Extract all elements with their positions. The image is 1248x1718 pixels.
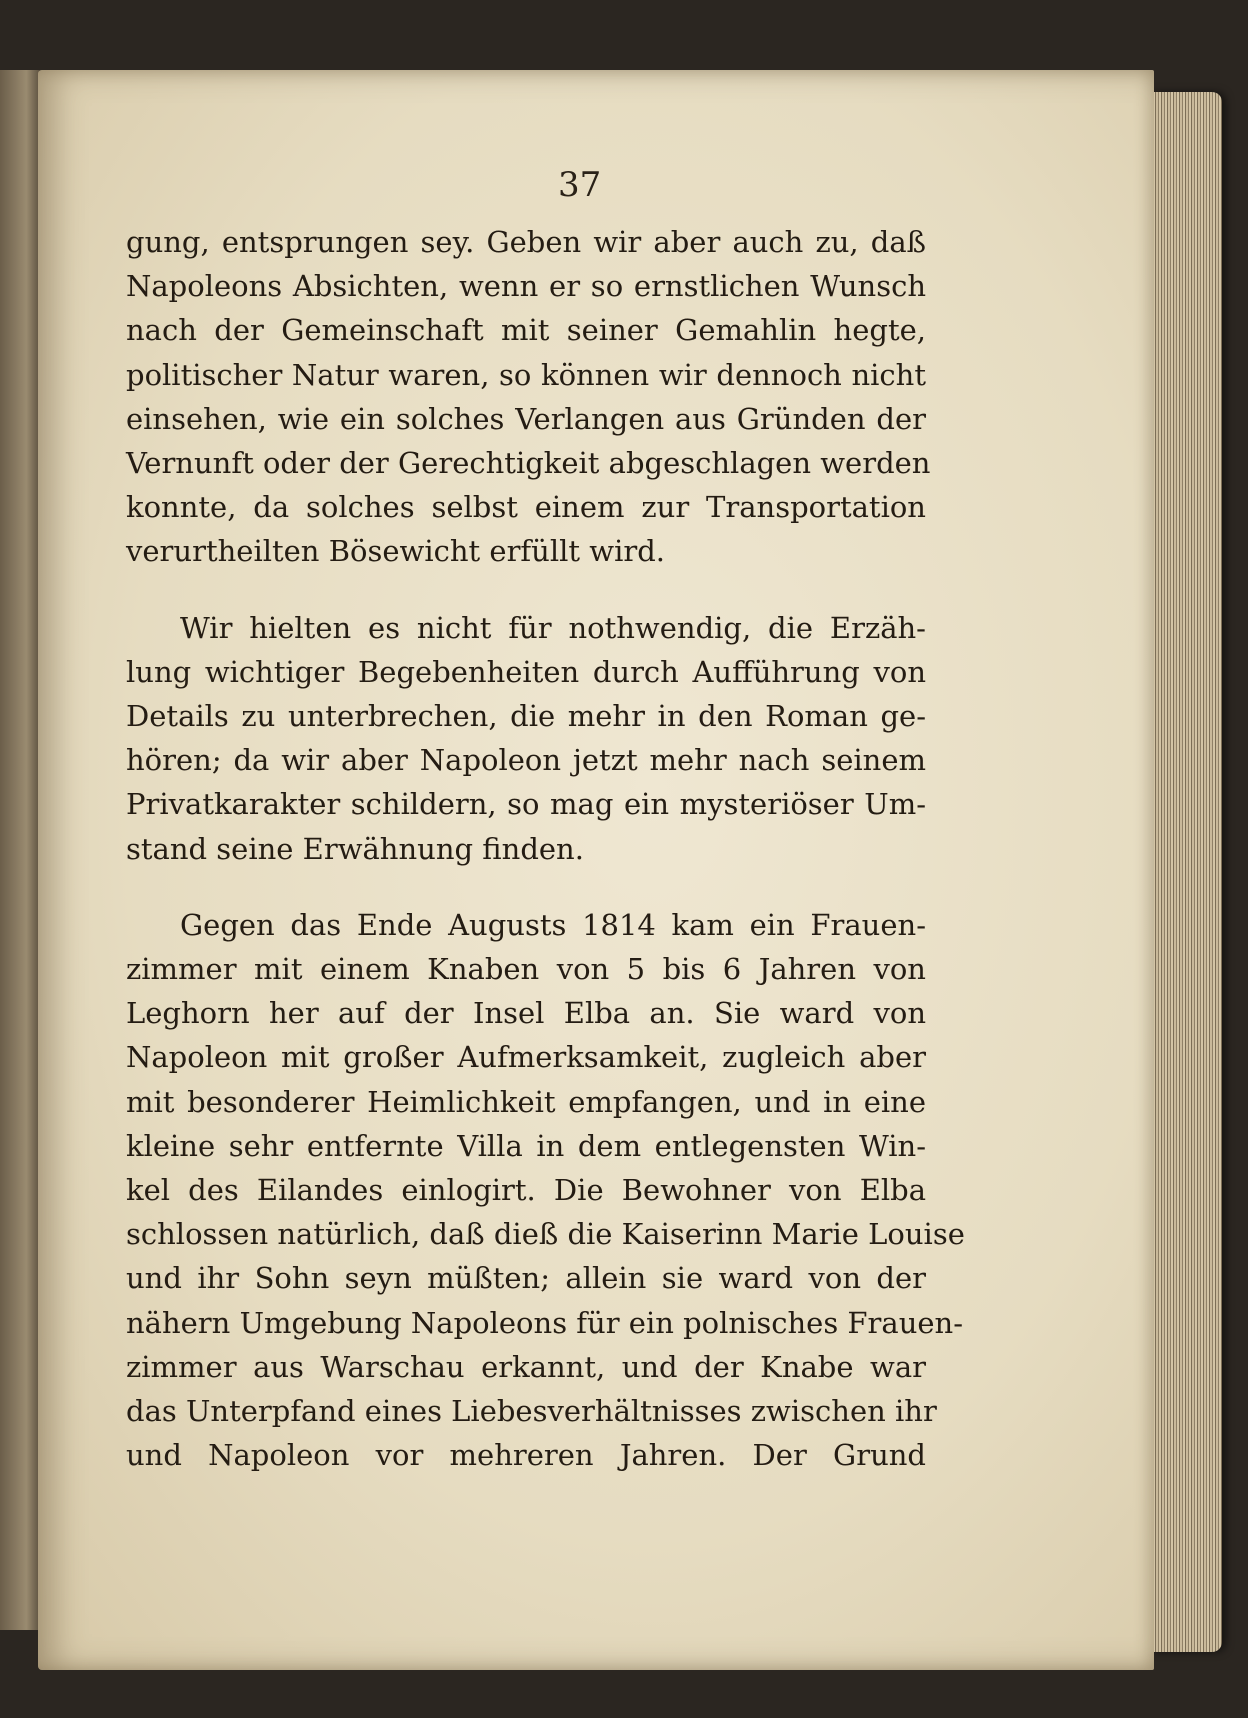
text-line: nähern Umgebung Napoleons für ein polnisches Frauen- (126, 1305, 964, 1340)
text-line: nach der Gemeinschaft mit seiner Gemahlin hegte, (126, 313, 926, 348)
text-line: kleine sehr entfernte Villa in dem entlegensten Win- (126, 1128, 926, 1163)
text-line: kel des Eilandes einlogirt. Die Bewohner von Elba (126, 1173, 926, 1208)
text-line: hören; da wir aber Napoleon jetzt mehr nach seinem (126, 743, 926, 778)
text-line: Napoleons Absichten, wenn er so ernstlichen Wunsch (126, 269, 926, 304)
text-line: Privatkarakter schildern, so mag ein mysteriöser Um- (126, 787, 926, 822)
text-line: Wir hielten es nicht für nothwendig, die Erzäh- (180, 610, 926, 645)
text-line: einsehen, wie ein solches Verlangen aus Gründen der (126, 401, 926, 436)
text-line: und ihr Sohn seyn müßten; allein sie ward von der (126, 1261, 926, 1296)
text-line: gung, entsprungen sey. Geben wir aber auch zu, daß (126, 225, 926, 259)
text-line: politischer Natur waren, so können wir dennoch nicht (126, 357, 926, 392)
text-line: verurtheilten Bösewicht erfüllt wird. (126, 534, 666, 569)
page-stack-edge (1150, 92, 1222, 1652)
text-line: konnte, da solches selbst einem zur Transportation (126, 490, 926, 525)
page-number: 37 (558, 165, 602, 205)
text-line: Napoleon mit großer Aufmerksamkeit, zugleich aber (126, 1040, 926, 1075)
text-line: schlossen natürlich, daß dieß die Kaiserinn Marie Louise (126, 1217, 965, 1252)
text-line: Vernunft oder der Gerechtigkeit abgeschlagen werden (126, 446, 931, 481)
paragraph-3 (126, 903, 965, 1478)
text-line: Details zu unterbrechen, die mehr in den Roman ge- (126, 699, 926, 734)
paragraph-2 (126, 606, 926, 871)
text-line: das Unterpfand eines Liebesverhältnisses zwischen ihr (126, 1394, 937, 1429)
paragraph-1 (126, 220, 931, 574)
page-text (126, 220, 965, 1477)
text-line: zimmer aus Warschau erkannt, und der Knabe war (126, 1349, 926, 1384)
book-page (38, 70, 1154, 1670)
text-line: und Napoleon vor mehreren Jahren. Der Grund (126, 1438, 926, 1473)
text-line: lung wichtiger Begebenheiten durch Aufführung von (126, 654, 926, 689)
text-line: mit besonderer Heimlichkeit empfangen, und in eine (126, 1084, 926, 1119)
text-line: zimmer mit einem Knaben von 5 bis 6 Jahren von (126, 952, 926, 987)
text-line: Gegen das Ende Augusts 1814 kam ein Frauen- (180, 907, 926, 942)
text-line: Leghorn her auf der Insel Elba an. Sie ward von (126, 996, 926, 1031)
text-line: stand seine Erwähnung finden. (126, 831, 584, 866)
